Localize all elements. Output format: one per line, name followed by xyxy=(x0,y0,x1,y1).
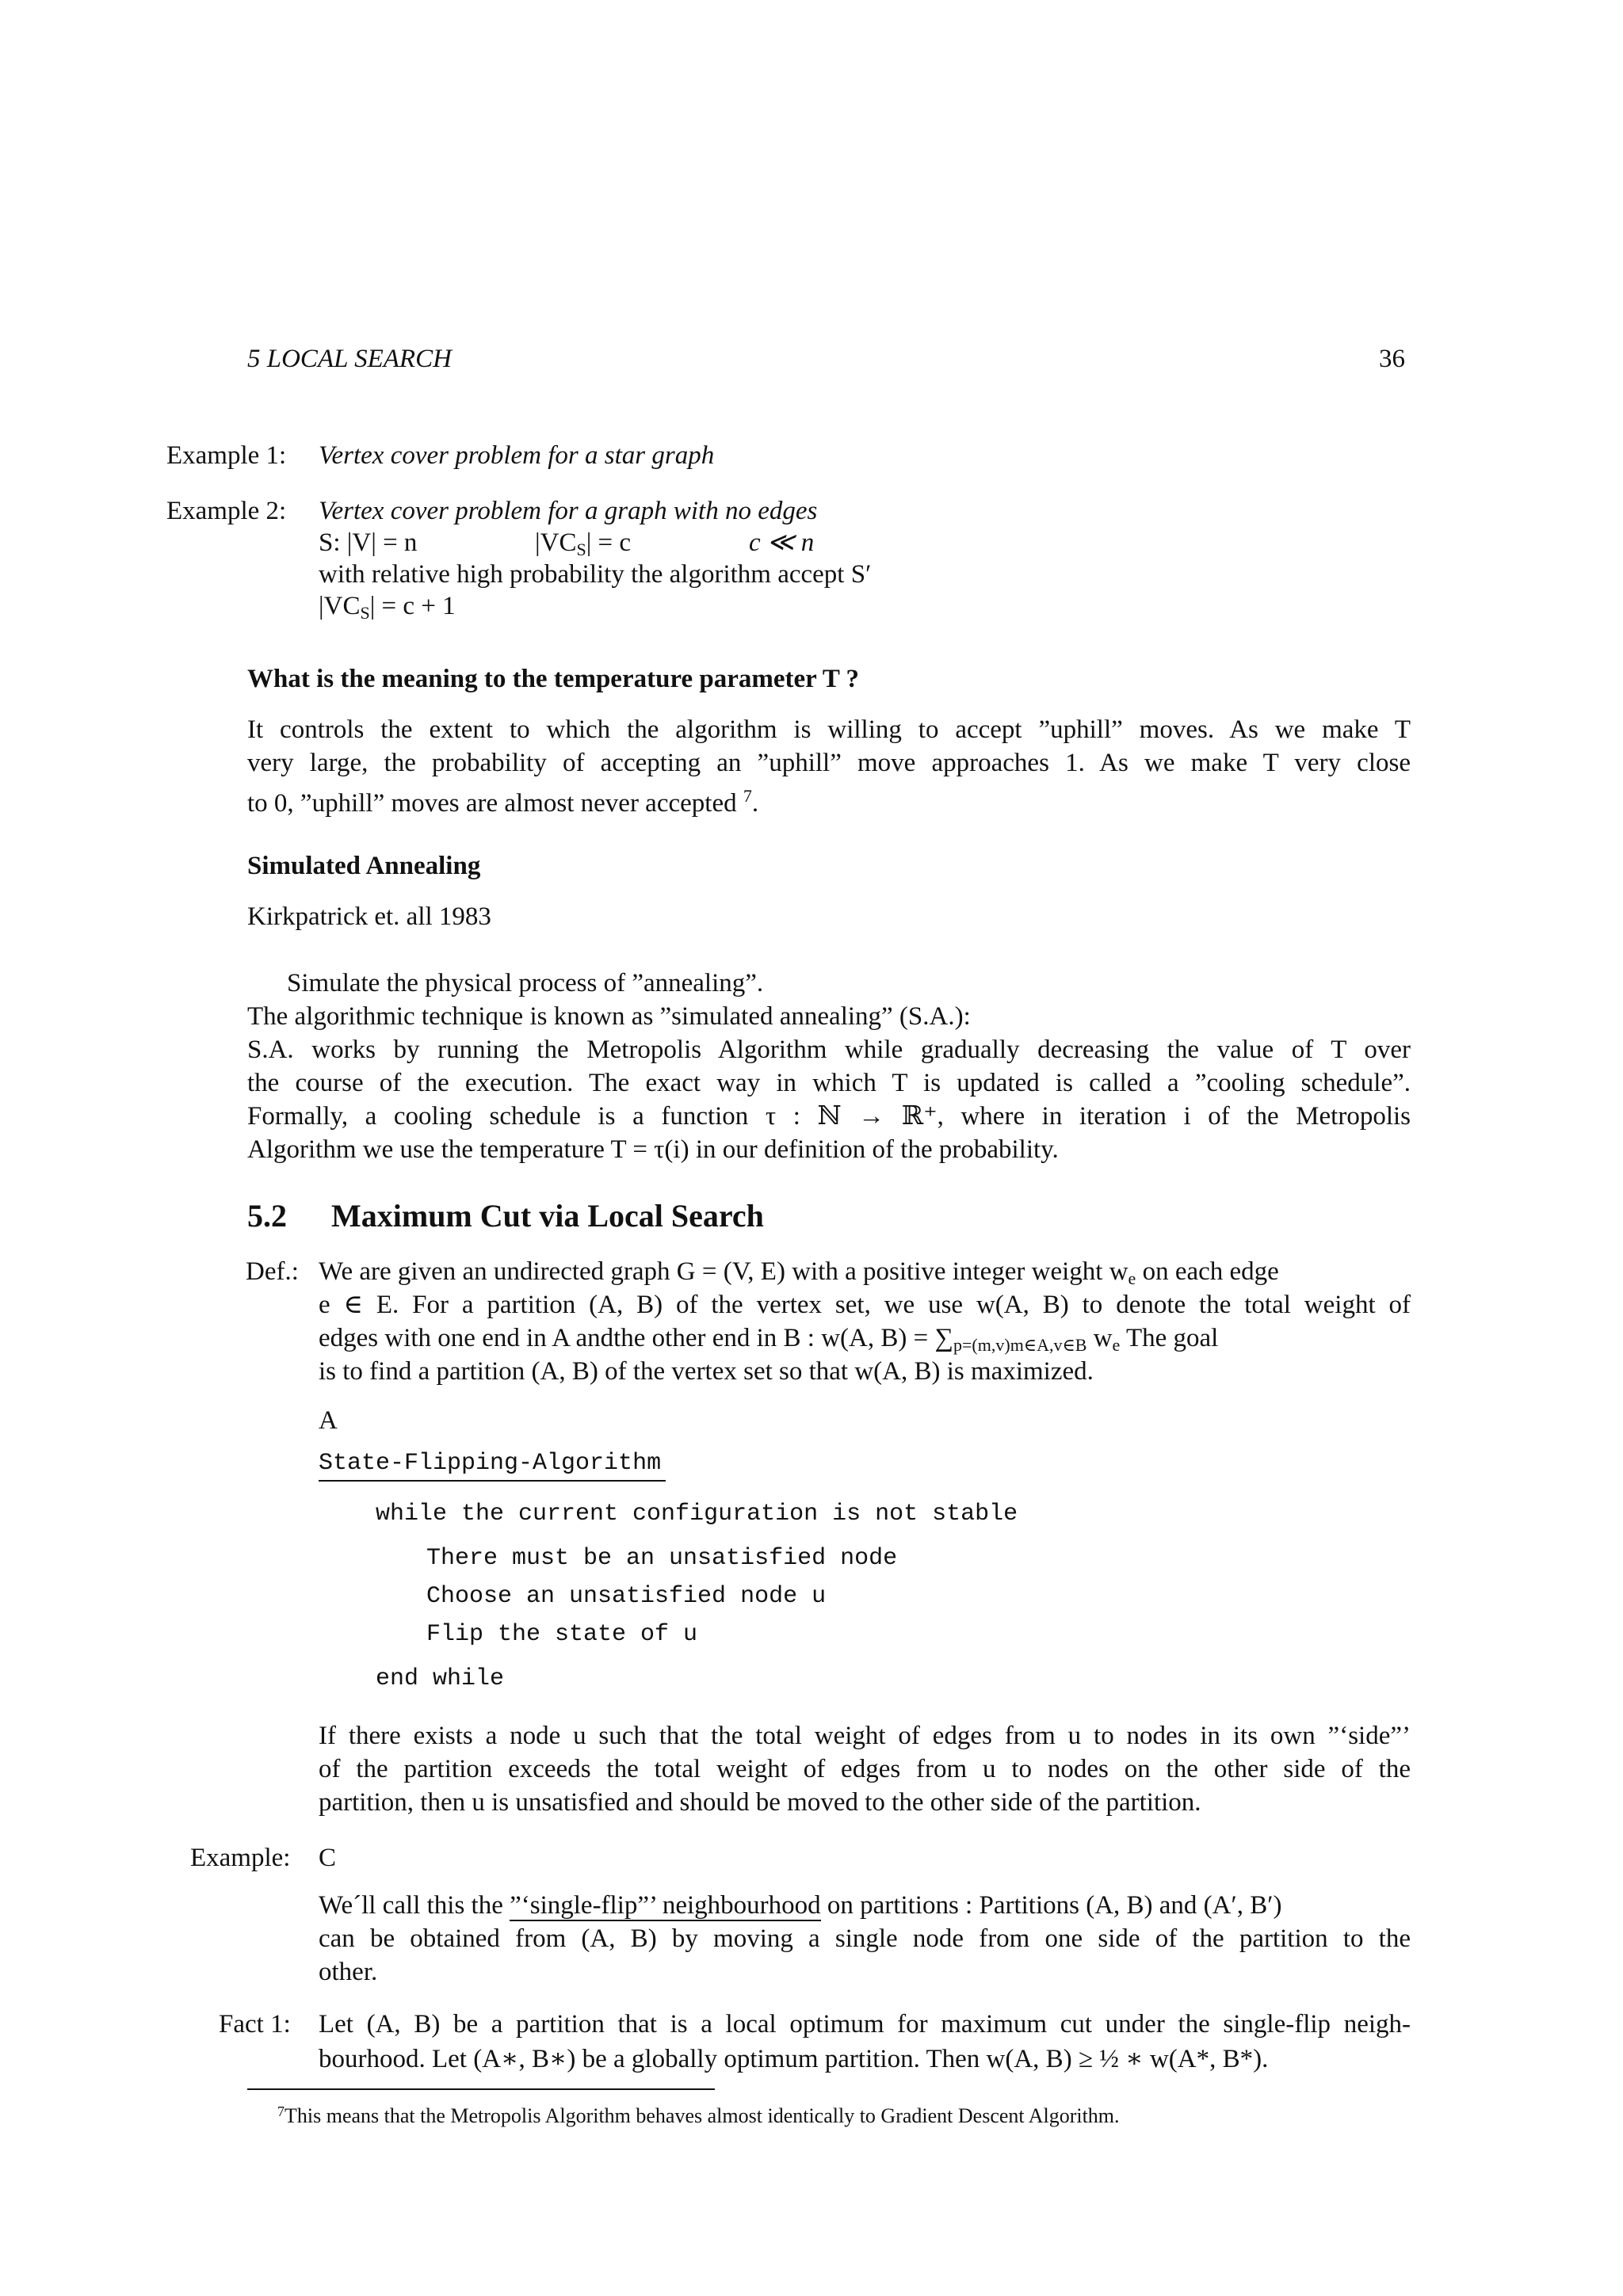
example-2-accept: with relative high probability the algorithm accept S′ xyxy=(319,560,872,589)
algo-while: while the current configuration is not stable xyxy=(376,1501,1018,1527)
we-call-line-2: can be obtained from (A, B) by moving a single node from one side of the partition to the xyxy=(319,1924,1411,1953)
sa-line-1: Simulate the physical process of ”annealing”. xyxy=(287,969,764,997)
def-label: Def.: xyxy=(246,1257,299,1286)
footnote: $^7$This means that the Metropolis Algorithm behaves almost identically to Gradient Descent Algorithm. xyxy=(277,2103,1120,2127)
page-number: 36 xyxy=(1379,345,1405,373)
sa-line-2: The algorithmic technique is known as ”simulated annealing” (S.A.): xyxy=(247,1002,971,1031)
fact-line-1: Let (A, B) be a partition that is a local optimum for maximum cut under the single-flip neigh- xyxy=(319,2010,1411,2039)
temperature-heading: What is the meaning to the temperature parameter T ? xyxy=(247,665,860,693)
single-flip-term: ”‘single-flip”’ neighbourhood xyxy=(510,1891,821,1920)
fact-line-2: bourhood. Let (A∗, B∗) be a globally optimum partition. Then w(A, B) ≥ ½ ∗ w(A*, B*). xyxy=(319,2045,1269,2073)
algo-step-1: There must be an unsatisfied node xyxy=(426,1545,898,1572)
example-2-new-cover: $|VC_S| = c + 1$ xyxy=(319,592,456,623)
sa-citation: Kirkpatrick et. all 1983 xyxy=(247,902,491,931)
def-line-1: We are given an undirected graph G = (V, E) with a positive integer weight $w_e$ on each edge xyxy=(319,1257,1279,1288)
sa-line-4: the course of the execution. The exact way in which T is updated is called a ”cooling schedule”. xyxy=(247,1069,1411,1097)
fact-label: Fact 1: xyxy=(219,2010,291,2039)
def-line-4: is to find a partition (A, B) of the vertex set so that w(A, B) is maximized. xyxy=(319,1357,1094,1386)
sa-line-3: S.A. works by running the Metropolis Algorithm while gradually decreasing the value of T over xyxy=(247,1035,1411,1064)
section-title: Maximum Cut via Local Search xyxy=(331,1198,764,1234)
def-line-2: e ∈ E. For a partition (A, B) of the vertex set, we use w(A, B) to denote the total weight of xyxy=(319,1291,1411,1319)
example-2-set-size: S: |V| = n xyxy=(319,528,418,557)
example-label: Example: xyxy=(190,1844,291,1872)
unsatisfied-line-2: of the partition exceeds the total weight of edges from u to nodes on the other side of the xyxy=(319,1755,1411,1783)
temperature-line-1: It controls the extent to which the algorithm is willing to accept ”uphill” moves. As we make T xyxy=(247,715,1411,744)
algo-step-3: Flip the state of u xyxy=(426,1621,698,1648)
footnote-ref: 7 xyxy=(743,786,752,806)
sa-heading: Simulated Annealing xyxy=(247,852,481,880)
algo-end-while: end while xyxy=(376,1665,505,1692)
section-number: 5.2 xyxy=(247,1198,287,1234)
temperature-line-3: to 0, ”uphill” moves are almost never accepted $^7$. xyxy=(247,786,759,818)
example-letter: C xyxy=(319,1844,337,1872)
example-1-label: Example 1: xyxy=(166,441,287,470)
example-2-label: Example 2: xyxy=(166,497,287,525)
unsatisfied-line-1: If there exists a node u such that the total weight of edges from u to nodes in its own ”‘side”’ xyxy=(319,1722,1411,1750)
we-call-line-1: We´ll call this the ”‘single-flip”’ neighbourhood on partitions : Partitions (A, B) and (A′, B′) xyxy=(319,1891,1282,1920)
running-header: 5 LOCAL SEARCH xyxy=(247,345,452,373)
def-line-3: edges with one end in A andthe other end in B : w(A, $B) = \sum_{p=(m,v)m\in A,v\in B}$ $w_e$ The goal xyxy=(319,1324,1219,1355)
example-2-text: Vertex cover problem for a graph with no edges xyxy=(319,497,818,525)
unsatisfied-line-3: partition, then u is unsatisfied and should be moved to the other side of the partition. xyxy=(319,1788,1201,1817)
temperature-line-2: very large, the probability of accepting an ”uphill” move approaches 1. As we make T very close xyxy=(247,749,1411,777)
example-2-cover-bound: c ≪ n xyxy=(749,528,815,557)
example-2-cover-size: $|VC_S| = c$ xyxy=(535,528,632,559)
algo-step-2: Choose an unsatisfied node u xyxy=(426,1583,827,1610)
we-call-line-3: other. xyxy=(319,1958,378,1986)
sa-line-6: Algorithm we use the temperature T = τ(i) in our definition of the probability. xyxy=(247,1135,1059,1164)
footnote-rule xyxy=(247,2088,715,2090)
algorithm-name: State-Flipping-Algorithm xyxy=(319,1450,666,1482)
algo-letter-a: A xyxy=(319,1406,338,1435)
sa-line-5: Formally, a cooling schedule is a function τ : ℕ → ℝ⁺, where in iteration i of the Metropolis xyxy=(247,1102,1411,1131)
example-1-text: Vertex cover problem for a star graph xyxy=(319,441,715,470)
